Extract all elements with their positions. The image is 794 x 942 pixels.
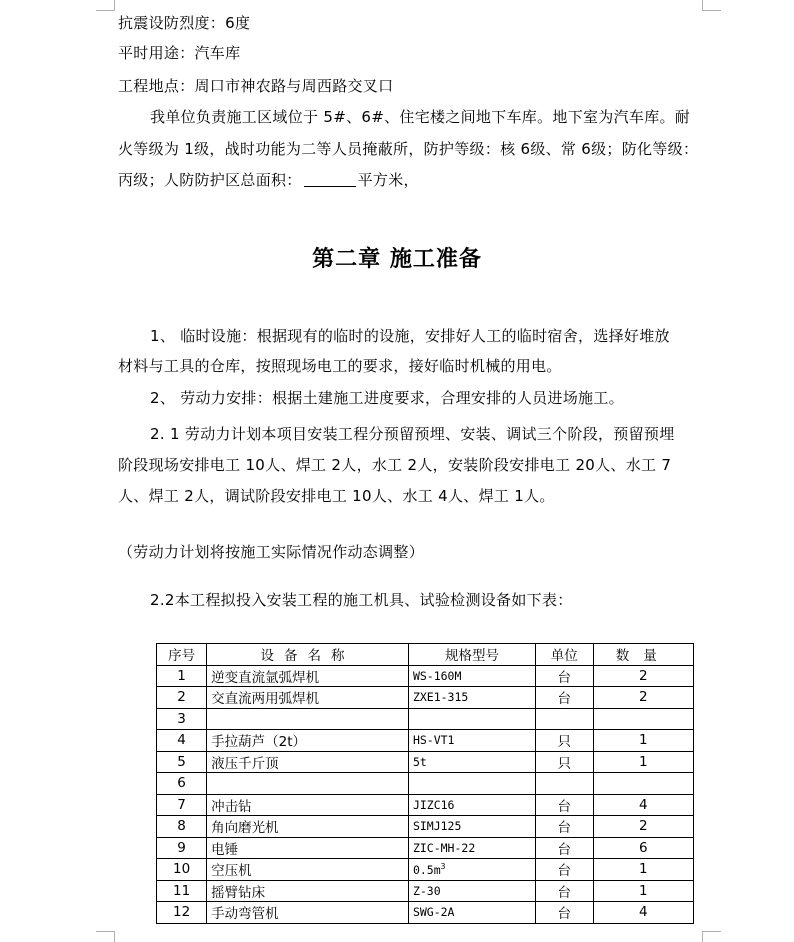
cell-no (157, 880, 207, 902)
cell-model-text: WS-160M (412, 668, 462, 683)
cell-unit-text: 台 (557, 841, 572, 858)
cell-model (408, 859, 535, 881)
cell-no-text: 4 (177, 732, 186, 749)
cell-name-text: 电锤 (211, 841, 239, 858)
cell-unit-text: 台 (557, 906, 572, 923)
cell-qty-text: 1 (639, 753, 648, 770)
cell-model-text: ZIC-MH-22 (412, 840, 476, 855)
cell-model (408, 880, 535, 902)
item-2-2: 2.2本工程拟投入安装工程的施工机具、试验检测设备如下表： (150, 591, 573, 609)
intro-line-3-suffix: 平方米， (357, 171, 419, 189)
cell-no-text: 12 (172, 904, 191, 921)
cell-qty-text: 2 (639, 667, 648, 684)
usage-line: 平时用途：汽车库 (118, 44, 241, 62)
cell-no-text: 5 (177, 753, 186, 770)
table-body (157, 665, 694, 923)
cell-unit-text: 只 (557, 755, 572, 772)
cell-name (207, 751, 409, 773)
adjustment-note: （劳动力计划将按施工实际情况作动态调整） (118, 543, 425, 561)
cell-qty (593, 665, 693, 687)
table-row (157, 859, 694, 881)
cell-model-text: HS-VT1 (412, 733, 455, 748)
item-2: 2、 劳动力安排：根据土建施工进度要求，合理安排的人员进场施工。 (150, 389, 624, 407)
cell-unit (535, 773, 593, 795)
cell-name-text: 空压机 (211, 863, 252, 880)
item-2-1-line-3: 人、焊工 2人，调试阶段安排电工 10人、水工 4人、焊工 1人。 (118, 487, 555, 505)
cell-unit (535, 859, 593, 881)
cell-model-text: 0.5m (412, 862, 441, 877)
cell-name-text: 摇臂钻床 (211, 884, 266, 901)
item-1-line-2: 材料与工具的仓库，按照现场电工的要求，接好临时机械的用电。 (118, 357, 562, 375)
cell-model-text: SIMJ125 (412, 819, 462, 834)
chapter-title: 第二章 施工准备 (312, 247, 482, 272)
cell-name-text: 冲击钻 (211, 798, 252, 815)
cell-name (207, 816, 409, 838)
cell-name (207, 880, 409, 902)
cell-no (157, 859, 207, 881)
cell-model (408, 751, 535, 773)
cell-unit-text: 台 (557, 691, 572, 708)
page-corner-mark (96, 931, 115, 942)
cell-qty-text: 1 (639, 882, 648, 899)
table-row (157, 730, 694, 752)
table-row (157, 751, 694, 773)
cell-qty-text: 1 (639, 861, 648, 878)
cell-qty-text: 2 (639, 689, 648, 706)
table-row (157, 708, 694, 730)
page-corner-mark (702, 931, 721, 942)
cell-name-text: 交直流两用弧焊机 (211, 691, 320, 708)
cell-name-text: 手动弯管机 (211, 906, 279, 923)
cell-qty-text: 2 (639, 818, 648, 835)
cell-qty (593, 902, 693, 924)
cell-no (157, 794, 207, 816)
header-model: 规格型号 (408, 644, 535, 666)
item-1-line-1: 1、 临时设施：根据现有的临时的设施，安排好人工的临时宿舍，选择好堆放 (150, 327, 670, 345)
cell-no (157, 751, 207, 773)
table-row (157, 902, 694, 924)
cell-model (408, 708, 535, 730)
header-unit: 单位 (535, 644, 593, 666)
cell-no-text: 1 (177, 667, 186, 684)
cell-unit (535, 816, 593, 838)
cell-no-text: 8 (177, 818, 186, 835)
table-row (157, 687, 694, 709)
location-line: 工程地点：周口市神农路与周西路交叉口 (118, 77, 394, 95)
cell-name (207, 902, 409, 924)
equipment-table (156, 643, 694, 924)
cell-qty (593, 687, 693, 709)
table-row (157, 794, 694, 816)
table-row (157, 773, 694, 795)
cell-model (408, 816, 535, 838)
cell-no-text: 7 (177, 796, 186, 813)
seismic-line: 抗震设防烈度：6度 (118, 14, 251, 32)
cell-qty (593, 837, 693, 859)
cell-qty (593, 794, 693, 816)
cell-unit (535, 880, 593, 902)
cell-name (207, 730, 409, 752)
cell-unit (535, 665, 593, 687)
cell-no (157, 687, 207, 709)
cell-no (157, 902, 207, 924)
cell-unit (535, 730, 593, 752)
cell-model (408, 665, 535, 687)
cell-qty (593, 730, 693, 752)
intro-line-2: 火等级为 1级，战时功能为二等人员掩蔽所，防护等级：核 6级、常 6级；防化等级： (118, 140, 699, 158)
cell-qty (593, 880, 693, 902)
cell-name (207, 859, 409, 881)
cell-qty (593, 751, 693, 773)
cell-qty-text: 4 (639, 796, 648, 813)
cell-name (207, 687, 409, 709)
cell-qty-text: 6 (639, 839, 648, 856)
cell-unit-text: 台 (557, 884, 572, 901)
cell-model-text: 5t (412, 754, 427, 769)
cell-name (207, 665, 409, 687)
page-corner-mark (702, 0, 721, 11)
table-row (157, 880, 694, 902)
cell-unit (535, 794, 593, 816)
cell-no-text: 10 (172, 861, 191, 878)
cell-no (157, 730, 207, 752)
header-name: 设备名称 (207, 644, 409, 666)
cell-unit (535, 837, 593, 859)
cell-no-text: 11 (172, 882, 191, 899)
cell-name (207, 794, 409, 816)
cell-qty (593, 708, 693, 730)
cell-model (408, 687, 535, 709)
intro-line-3-prefix: 丙级；人防防护区总面积： (118, 171, 302, 189)
page-corner-mark (96, 0, 115, 11)
cell-no (157, 773, 207, 795)
cell-name (207, 773, 409, 795)
cell-qty (593, 859, 693, 881)
model-superscript: 3 (440, 861, 446, 871)
cell-model (408, 837, 535, 859)
cell-model (408, 730, 535, 752)
table-row (157, 665, 694, 687)
cell-qty-text: 4 (639, 904, 648, 921)
cell-no-text: 2 (177, 689, 186, 706)
cell-qty-text: 1 (639, 732, 648, 749)
cell-unit (535, 687, 593, 709)
cell-qty (593, 816, 693, 838)
cell-model (408, 773, 535, 795)
cell-name-text: 手拉葫芦（2t） (211, 734, 307, 751)
intro-line-1: 我单位负责施工区域位于 5#、6#、住宅楼之间地下车库。地下室为汽车库。耐 (150, 108, 691, 126)
cell-unit-text: 台 (557, 669, 572, 686)
area-blank (304, 172, 356, 187)
cell-name-text: 逆变直流氩弧焊机 (211, 669, 320, 686)
cell-unit (535, 902, 593, 924)
cell-model (408, 902, 535, 924)
cell-unit (535, 751, 593, 773)
cell-name-text: 液压千斤顶 (211, 755, 279, 772)
cell-no (157, 837, 207, 859)
cell-unit-text: 台 (557, 798, 572, 815)
cell-model-text: Z-30 (412, 883, 441, 898)
cell-unit-text: 台 (557, 820, 572, 837)
table-header-row (157, 644, 694, 666)
intro-line-3 (118, 170, 419, 190)
cell-no-text: 3 (177, 710, 186, 727)
cell-model-text: JIZC16 (412, 797, 455, 812)
header-qty: 数量 (593, 644, 693, 666)
cell-qty (593, 773, 693, 795)
cell-name (207, 708, 409, 730)
cell-no-text: 6 (177, 775, 186, 792)
item-2-1-line-1: 2. 1 劳动力计划本项目安装工程分预留预埋、安装、调试三个阶段，预留预埋 (150, 425, 675, 443)
cell-model-text: SWG-2A (412, 905, 455, 920)
cell-name-text: 角向磨光机 (211, 820, 279, 837)
table-row (157, 816, 694, 838)
cell-unit (535, 708, 593, 730)
cell-model-text: ZXE1-315 (412, 690, 469, 705)
cell-no (157, 708, 207, 730)
cell-no (157, 665, 207, 687)
cell-no-text: 9 (177, 839, 186, 856)
item-2-1-line-2: 阶段现场安排电工 10人、焊工 2人，水工 2人，安装阶段安排电工 20人、水工 7 (118, 456, 672, 474)
cell-name (207, 837, 409, 859)
header-no: 序号 (157, 644, 207, 666)
cell-unit-text: 只 (557, 734, 572, 751)
cell-unit-text: 台 (557, 863, 572, 880)
table-row (157, 837, 694, 859)
cell-model (408, 794, 535, 816)
cell-no (157, 816, 207, 838)
